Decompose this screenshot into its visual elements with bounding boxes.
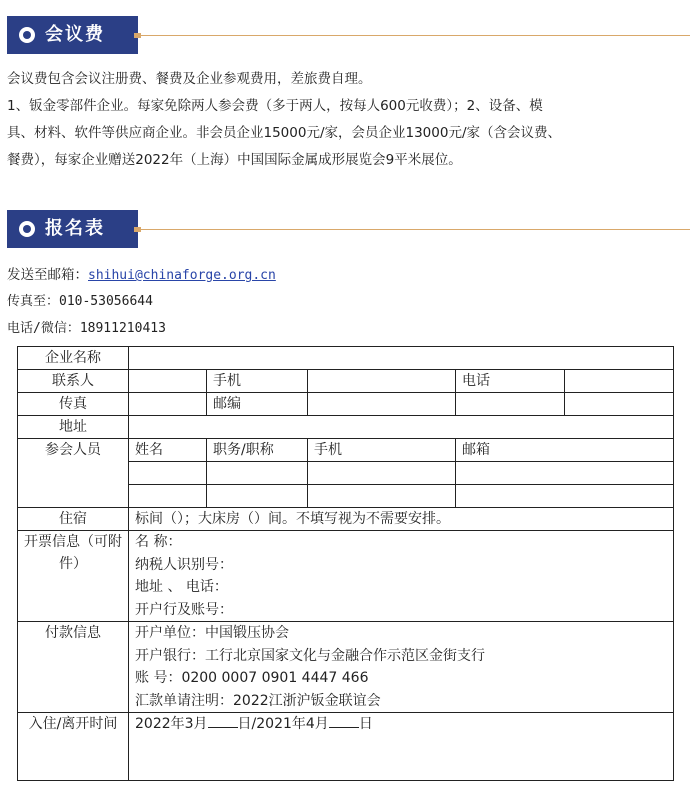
email-link[interactable]: shihui@chinaforge.org.cn: [88, 268, 276, 283]
zip-label: 邮编: [207, 393, 308, 416]
invoice-info-cell[interactable]: [129, 531, 674, 622]
invoice-taxid-line: 纳税人识别号：: [135, 556, 233, 573]
header-divider: [138, 229, 690, 230]
fax-label: 传真: [18, 393, 129, 416]
checkin-label: 入住/离开时间: [18, 713, 129, 781]
payment-account-line: 账 号：0200 0007 0901 4447 466: [135, 670, 369, 686]
payment-info-cell: [129, 622, 674, 713]
attendees-label: 参会人员: [18, 439, 129, 508]
company-input-cell[interactable]: [129, 347, 674, 370]
address-label: 地址: [18, 416, 129, 439]
tel-label: 电话: [456, 370, 565, 393]
att-input-cell[interactable]: [456, 462, 674, 485]
table-row: [18, 622, 674, 713]
circle-dot-icon: [19, 221, 35, 237]
att-header-title: 职务/职称: [207, 439, 308, 462]
checkin-dates-cell[interactable]: [129, 713, 674, 781]
fee-paragraph-1: 会议费包含会议注册费、餐费及企业参观费用，差旅费自理。: [7, 71, 372, 87]
payment-payee-line: 开户单位：中国锻压协会: [135, 625, 289, 641]
payment-note-line: 汇款单请注明：2022江浙沪钣金联谊会: [135, 692, 381, 709]
registration-form-table: [17, 346, 674, 781]
fee-section-header: [7, 16, 690, 54]
contact-input-cell[interactable]: [129, 370, 207, 393]
att-input-cell[interactable]: [308, 485, 456, 508]
table-row: [18, 416, 674, 439]
payment-label: 付款信息: [18, 622, 129, 713]
address-input-cell[interactable]: [129, 416, 674, 439]
checkin-day-blank[interactable]: [208, 713, 238, 728]
checkin-date-part3: 日: [358, 716, 373, 732]
table-row: [18, 393, 674, 416]
att-header-mobile: 手机: [308, 439, 456, 462]
lodging-text[interactable]: 标间（）；大床房（）间。不填写视为不需要安排。: [129, 508, 674, 531]
reg-section-title: 报名表: [45, 218, 105, 239]
fee-paragraph-4: 餐费），每家企业赠送2022年（上海）中国国际金属成形展览会9平米展位。: [7, 152, 462, 168]
invoice-bank-line: 开户行及账号：: [135, 601, 233, 618]
table-row: [18, 439, 674, 462]
phone-line: 电话/微信：18911210413: [7, 321, 166, 336]
fee-section-title: 会议费: [45, 24, 105, 45]
att-header-email: 邮箱: [456, 439, 674, 462]
att-input-cell[interactable]: [456, 485, 674, 508]
att-input-cell[interactable]: [207, 485, 308, 508]
att-input-cell[interactable]: [129, 485, 207, 508]
blank-cell[interactable]: [565, 393, 674, 416]
checkin-date-part1: 2022年3月: [135, 716, 208, 732]
att-input-cell[interactable]: [207, 462, 308, 485]
att-input-cell[interactable]: [308, 462, 456, 485]
header-divider: [138, 35, 690, 36]
table-row: [18, 508, 674, 531]
invoice-label: 开票信息（可附件）: [18, 531, 129, 622]
email-line: [7, 265, 276, 286]
mobile-input-cell[interactable]: [308, 370, 456, 393]
invoice-address-line: 地址 、 电话：: [135, 579, 228, 595]
table-row: [18, 370, 674, 393]
fee-paragraph-2: 1、钣金零部件企业。每家免除两人参会费（多于两人，按每人600元收费）；2、设备、模: [7, 98, 543, 114]
table-row: [18, 713, 674, 781]
invoice-name-line: 名 称：: [135, 534, 182, 550]
email-label: 发送至邮箱：: [7, 267, 88, 283]
fax-line: 传真至：010-53056644: [7, 294, 153, 309]
table-row: [18, 347, 674, 370]
payment-bank-line: 开户银行：工行北京国家文化与金融合作示范区金街支行: [135, 647, 485, 664]
company-label: 企业名称: [18, 347, 129, 370]
att-header-name: 姓名: [129, 439, 207, 462]
tel-input-cell[interactable]: [565, 370, 674, 393]
fee-section-badge: [7, 16, 138, 54]
att-input-cell[interactable]: [129, 462, 207, 485]
contact-label: 联系人: [18, 370, 129, 393]
checkin-date-part2: 日/2021年4月: [237, 716, 329, 732]
table-row: [18, 531, 674, 622]
reg-section-header: [7, 210, 690, 248]
lodging-label: 住宿: [18, 508, 129, 531]
checkout-day-blank[interactable]: [329, 713, 359, 728]
fee-paragraph-3: 具、材料、软件等供应商企业。非会员企业15000元/家，会员企业13000元/家（含会议费、: [7, 125, 561, 141]
mobile-label: 手机: [207, 370, 308, 393]
reg-section-badge: [7, 210, 138, 248]
circle-dot-icon: [19, 27, 35, 43]
fax-input-cell[interactable]: [129, 393, 207, 416]
zip-input-cell[interactable]: [308, 393, 456, 416]
blank-cell[interactable]: [456, 393, 565, 416]
